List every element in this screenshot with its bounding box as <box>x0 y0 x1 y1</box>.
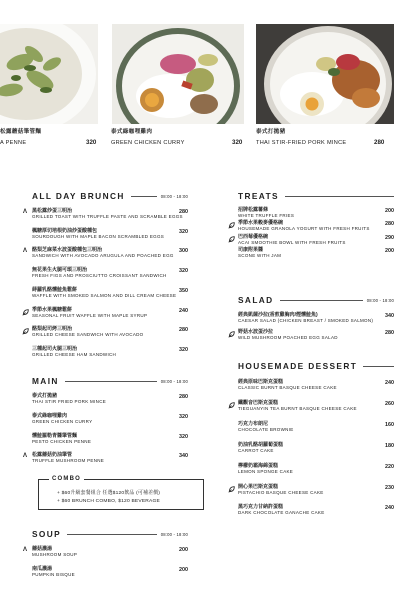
menu-item-name-en: ACAI SMOOTHIE BOWL WITH FRESH FRUITS <box>238 239 346 245</box>
menu-item-price: 280 <box>179 394 188 400</box>
photo1-price: 320 <box>86 139 97 146</box>
photo1-name-en: A PENNE <box>0 140 27 146</box>
menu-item-name-en: GRILLED TOAST WITH TRUFFLE PASTE AND SCRAMBLE EGGS <box>32 214 183 219</box>
section-title: HOUSEMADE DESSERT <box>238 361 358 371</box>
menu-item-price: 300 <box>179 248 188 255</box>
menu-item-price: 200 <box>179 566 188 573</box>
photo3-price: 280 <box>374 139 385 146</box>
menu-item-name-en: CAESAR SALAD (CHICKEN BREAST / SMOKED SALMON) <box>238 318 374 323</box>
menu-item-name-zh: 鐵觀音巴斯克蛋糕 <box>238 399 279 406</box>
menu-item-price: 230 <box>385 484 394 491</box>
menu-item-name-zh: 經典原味巴斯克蛋糕 <box>238 379 284 385</box>
menu-item-name-en: WAFFLE WITH SMOKED SALMON AND DILL CREAM CHEESE <box>32 292 177 298</box>
menu-item-name-zh: 蒔蘿乳酪燻鮭魚鬆餅 <box>32 286 78 293</box>
menu-item-name-en: THAI STIR FRIED PORK MINCE <box>32 399 107 404</box>
section-title: TREATS <box>238 191 279 201</box>
menu-item-name-zh: 司康附果醬 <box>238 247 264 254</box>
section-title: MAIN <box>32 376 59 386</box>
section-housemade-dessert <box>238 361 394 371</box>
pork-mince-photo <box>256 24 394 124</box>
menu-item <box>32 432 188 445</box>
menu-item-name-zh: 三種起司火腿三明治 <box>32 345 78 352</box>
menu-item <box>238 311 394 324</box>
section-rule <box>131 196 157 197</box>
menu-item-name-en: DARK CHOCOLATE GANACHE CAKE <box>238 510 325 516</box>
menu-item-price: 280 <box>385 221 394 228</box>
section-soup <box>32 529 188 539</box>
menu-item <box>238 206 394 219</box>
menu-item-name-zh: 巴西莓優格碗 <box>238 233 269 240</box>
menu-item-price: 320 <box>179 433 188 440</box>
menu-item-name-en: GREEN CHICKEN CURRY <box>32 418 93 424</box>
menu-item-name-en: TIEGUANYIN TEA BURNT BASQUE CHEESE CAKE <box>238 405 357 411</box>
section-title: SALAD <box>238 295 274 305</box>
menu-item-name-en: CARROT CAKE <box>238 447 274 453</box>
menu-item <box>32 412 188 425</box>
menu-item-name-en: TRUFFLE MUSHROOM PENNE <box>32 458 105 464</box>
menu-item <box>238 420 394 433</box>
menu-item-price: 240 <box>385 380 394 386</box>
menu-item <box>32 306 188 319</box>
menu-item-name-en: SOURDOUGH WITH MAPLE BACON SCRAMBLED EGGS <box>32 233 165 239</box>
menu-item-name-zh: 無花果生火腿可頌三明治 <box>32 267 88 274</box>
menu-item <box>32 207 188 220</box>
menu-item-name-en: PESTO CHICKEN PENNE <box>32 438 92 444</box>
menu-item-name-zh: 南瓜濃湯 <box>32 565 53 572</box>
menu-item-price: 260 <box>385 400 394 407</box>
photo1-name-zh: 松露蘑菇筆管麵 <box>0 129 42 135</box>
section-title: ALL DAY BRUNCH <box>32 191 125 201</box>
leaf-icon <box>22 328 29 335</box>
menu-item <box>238 399 394 412</box>
veg-icon: Λ <box>23 547 28 553</box>
menu-item-name-zh: 蘑菇濃湯 <box>32 546 53 552</box>
menu-item <box>32 451 188 464</box>
menu-item <box>238 328 394 341</box>
menu-item-name-en: MUSHROOM SOUP <box>32 552 78 557</box>
menu-item-price: 320 <box>179 268 188 275</box>
menu-item-price: 320 <box>179 228 188 235</box>
leaf-icon <box>22 309 29 316</box>
menu-item <box>238 462 394 475</box>
section-all-day-brunch <box>32 191 188 201</box>
combo-line-zh: + $60升級套餐組合 任選$120飲品 (可補差價) <box>57 491 161 496</box>
menu-item-price: 240 <box>179 307 188 314</box>
leaf-icon <box>228 331 235 338</box>
section-hours: 08:00 - 18:00 <box>160 531 188 537</box>
menu-item-price: 160 <box>385 421 394 428</box>
menu-item-name-zh: 泰式打拋豬 <box>32 393 58 399</box>
veg-icon: Λ <box>23 209 28 215</box>
menu-item-name-zh: 泰式綠咖哩雞肉 <box>32 412 68 419</box>
menu-item-name-en: FRESH FIGS AND PROSCIUTTO CROISSANT SANDWICH <box>32 273 167 279</box>
menu-item <box>32 325 188 338</box>
menu-item <box>32 246 188 259</box>
menu-item-name-zh: 野菇水波蛋沙拉 <box>238 328 274 335</box>
menu-item-name-en: WILD MUSHROOM POACHED EGG SALAD <box>238 334 338 340</box>
menu-item-name-en: HOUSEMADE GRANOLA YOGURT WITH FRESH FRUITS <box>238 226 370 232</box>
menu-item-name-zh: 楓糖厚切培根奶油炒蛋酸種包 <box>32 227 98 234</box>
combo-box <box>38 476 204 510</box>
menu-item-name-en: PUMPKIN BISQUE <box>32 571 75 577</box>
menu-item <box>238 483 394 496</box>
menu-item-price: 290 <box>385 234 394 241</box>
menu-item <box>238 503 394 516</box>
menu-item-name-en: SEASONAL FRUIT WAFFLE WITH MAPLE SYRUP <box>32 312 148 318</box>
menu-item-name-en: GRILLED CHEESE SANDWICH WITH AVOCADO <box>32 332 144 338</box>
menu-item-name-zh: 巧克力布朗尼 <box>238 420 269 427</box>
menu-item-name-zh: 黑松露炒蛋三明治 <box>32 208 73 214</box>
menu-item-price: 320 <box>179 346 188 353</box>
green-curry-photo <box>112 24 244 124</box>
section-hours: 08:00 - 18:00 <box>160 193 188 199</box>
menu-item-name-zh: 燻鮭羅勒青醬筆管麵 <box>32 432 78 439</box>
photo3-name-zh: 泰式打拋豬 <box>256 129 286 135</box>
menu-item-price: 200 <box>179 547 188 553</box>
leaf-icon <box>228 486 235 493</box>
menu-item <box>238 246 394 259</box>
menu-item-price: 340 <box>385 313 394 319</box>
combo-line-en: + $60 BRUNCH COMBO, $120 BEVERAGE <box>57 499 160 504</box>
menu-item <box>32 345 188 358</box>
section-rule <box>67 534 157 535</box>
photo2-price: 320 <box>232 139 243 146</box>
menu-item-price: 280 <box>179 209 188 215</box>
menu-item-name-zh: 季節水果穀麥優格碗 <box>238 220 284 227</box>
menu-item-price: 320 <box>179 413 188 420</box>
menu-item-name-zh: 黑巧克力甘納許蛋糕 <box>238 504 284 511</box>
section-rule <box>363 366 394 367</box>
leaf-icon <box>228 222 235 229</box>
menu-item-price: 350 <box>179 287 188 294</box>
menu-item-name-zh: 酪梨芝麻菜水波蛋酸種包三明治 <box>32 247 103 254</box>
leaf-icon <box>228 236 235 243</box>
menu-item-name-zh: 酪梨起司烤三明治 <box>32 326 73 333</box>
menu-item-name-en: SANDWICH WITH AVOCADO ARUGULA AND POACHED EGG <box>32 253 174 259</box>
photo2-name-en: GREEN CHICKEN CURRY <box>111 140 185 146</box>
section-main <box>32 376 188 386</box>
section-rule <box>65 381 157 382</box>
section-rule <box>285 196 394 197</box>
section-hours: 08:00 - 18:00 <box>160 378 188 384</box>
menu-item-name-en: CLASSIC BURNT BASQUE CHEESE CAKE <box>238 385 337 390</box>
photo3-name-en: THAI STIR-FRIED PORK MINCE <box>256 140 347 146</box>
photo2-name-zh: 泰式綠咖哩雞肉 <box>111 129 153 135</box>
menu-item-name-en: WHITE TRUFFLE FRIES <box>238 213 295 218</box>
section-rule <box>280 300 363 301</box>
section-hours: 08:00 - 18:00 <box>366 297 394 303</box>
leaf-icon <box>228 402 235 409</box>
menu-item-price: 200 <box>385 248 394 255</box>
menu-item-price: 340 <box>179 453 188 460</box>
menu-item <box>32 266 188 279</box>
menu-item-name-en: CHOCOLATE BROWNIE <box>238 426 294 432</box>
menu-item-name-zh: 檸檬奶霜海綿蛋糕 <box>238 462 279 469</box>
section-salad <box>238 295 394 305</box>
menu-item-name-zh: 招牌松露薯條 <box>238 207 269 213</box>
menu-item <box>32 545 188 558</box>
menu-item <box>238 378 394 391</box>
menu-item <box>32 565 188 578</box>
veg-icon: Λ <box>23 453 28 460</box>
menu-item-name-zh: 開心果巴斯克蛋糕 <box>238 483 279 490</box>
menu-item <box>238 219 394 232</box>
combo-title: COMBO <box>49 476 84 482</box>
menu-item-price: 280 <box>385 329 394 336</box>
veg-icon: Λ <box>23 248 28 255</box>
menu-item <box>32 392 188 405</box>
menu-item-name-zh: 松露蘑菇奶油筆管 <box>32 452 73 459</box>
menu-item <box>32 286 188 299</box>
menu-item <box>238 233 394 246</box>
menu-item-name-en: GRILLED CHEESE HAM SANDWICH <box>32 351 117 357</box>
menu-item-price: 180 <box>385 442 394 449</box>
menu-item-price: 240 <box>385 505 394 512</box>
menu-item-name-en: LEMON SPONGE CAKE <box>238 468 294 474</box>
menu-item-name-en: PISTACHIO BASQUE CHEESE CAKE <box>238 489 324 495</box>
menu-item-name-zh: 經典凱薩沙拉(香煎雞胸肉/煙燻鮭魚) <box>238 312 318 318</box>
section-treats <box>238 191 394 201</box>
menu-item-name-zh: 奶油乳酪胡蘿蔔蛋糕 <box>238 441 284 448</box>
menu-item <box>238 441 394 454</box>
menu-item-price: 280 <box>179 327 188 334</box>
menu-item <box>32 227 188 240</box>
menu-item-price: 200 <box>385 208 394 214</box>
menu-item-name-en: SCONE WITH JAM <box>238 253 282 259</box>
penne-photo <box>0 24 98 124</box>
menu-item-name-zh: 季節水果楓糖鬆餅 <box>32 306 73 313</box>
menu-item-price: 220 <box>385 463 394 470</box>
section-title: SOUP <box>32 529 62 539</box>
